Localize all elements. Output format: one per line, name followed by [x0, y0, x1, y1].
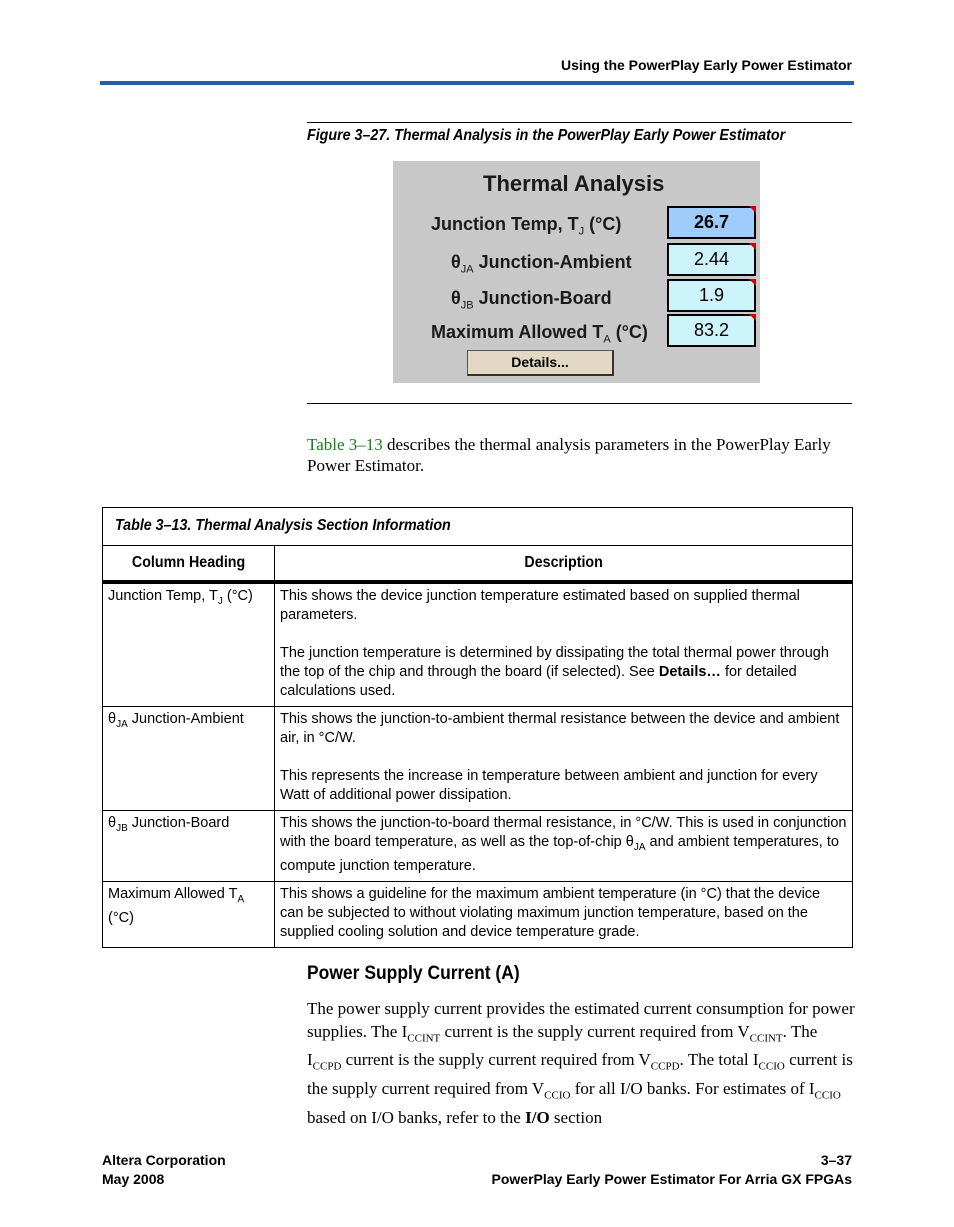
footer-right [492, 1151, 853, 1189]
row-heading: Maximum Allowed $T_A$ (°C) [103, 881, 275, 947]
table-caption: Table 3–13. Thermal Analysis Section Information [103, 508, 852, 546]
junction-temp-value[interactable]: 26.7 [667, 206, 756, 239]
table-row [103, 811, 852, 882]
table-row [103, 707, 852, 811]
max-allowed-ta-label: Maximum Allowed $T_A$ (°C) [431, 322, 648, 346]
row-heading: $\theta_{JA}$ Junction-Ambient [103, 707, 275, 811]
column-heading-header: Column Heading [103, 546, 275, 582]
theta-ja-label: $\theta_{JA}$ Junction-Ambient [451, 252, 632, 276]
intro-paragraph: Table 3–13 describes the thermal analysis parameters in the PowerPlay Early Power Estimator. [307, 435, 831, 475]
running-header: Using the PowerPlay Early Power Estimator [561, 57, 852, 73]
figure-rule-top [307, 122, 852, 123]
thermal-analysis-panel [393, 161, 760, 383]
theta-ja-value[interactable]: 2.44 [667, 243, 756, 276]
figure-rule-bottom [307, 403, 852, 404]
thermal-info-table [102, 507, 853, 948]
panel-title: Thermal Analysis [483, 171, 665, 196]
footer-doc-title: PowerPlay Early Power Estimator For Arria GX FPGAs [491, 1171, 852, 1187]
theta-jb-label: $\theta_{JB}$ Junction-Board [451, 288, 612, 312]
table-row [103, 582, 852, 707]
junction-temp-label: Junction Temp, $T_J$ (°C) [431, 214, 622, 238]
row-description: This shows the device junction temperature estimated based on supplied thermal parameters. The junction temperature is determined by dissipating the total thermal power through the top of the chip and through the board (if selected). See Details… for detailed calculations used. [280, 588, 829, 699]
footer-page-number: 3–37 [820, 1152, 852, 1168]
row-heading: $\theta_{JB}$ Junction-Board [103, 811, 275, 882]
section-heading: Power Supply Current (A) [307, 963, 520, 984]
header-rule [100, 81, 854, 85]
table-row [103, 881, 852, 947]
figure-caption: Figure 3–27. Thermal Analysis in the PowerPlay Early Power Estimator [307, 127, 786, 144]
row-description: This shows the junction-to-ambient thermal resistance between the device and ambient air, in °C/W. This represents the increase in temperature between ambient and junction for every Watt of additional power dissipation. [275, 707, 853, 811]
row-heading: Junction Temp, $T_J$ (°C) [103, 582, 275, 707]
footer-date: May 2008 [102, 1171, 165, 1187]
details-button[interactable]: Details... [467, 350, 614, 376]
description-header: Description [275, 546, 853, 582]
table-ref-link[interactable]: Table 3–13 [307, 435, 383, 454]
theta-jb-value[interactable]: 1.9 [667, 279, 756, 312]
max-allowed-ta-value[interactable]: 83.2 [667, 314, 756, 347]
power-supply-paragraph: The power supply current provides the estimated current consumption for power supplies. The $I_{CCINT}$ current is the supply current required from $V_{CCINT}$. The $I_{CCPD}$ current is the supply current required from $V_{CCPD}$. The total $I_{CCIO}$ current is the supply current required from $V_{CCIO}$ for all I/O banks. For estimates of $I_{CCIO}$ based on I/O banks, refer to the I/O section [307, 999, 855, 1128]
footer-company: Altera Corporation [102, 1152, 226, 1168]
row-description: This shows a guideline for the maximum ambient temperature (in °C) that the device can be subjected to without violating maximum junction temperature, based on the supplied cooling solution and device temperature grade. [275, 881, 853, 947]
row-description: This shows the junction-to-board thermal resistance, in °C/W. This is used in conjunction with the board temperature, as well as the top-of-chip $\theta_{JA}$ and ambient temperatures, to compute junction temperature. [275, 811, 853, 882]
footer-left [102, 1151, 226, 1189]
